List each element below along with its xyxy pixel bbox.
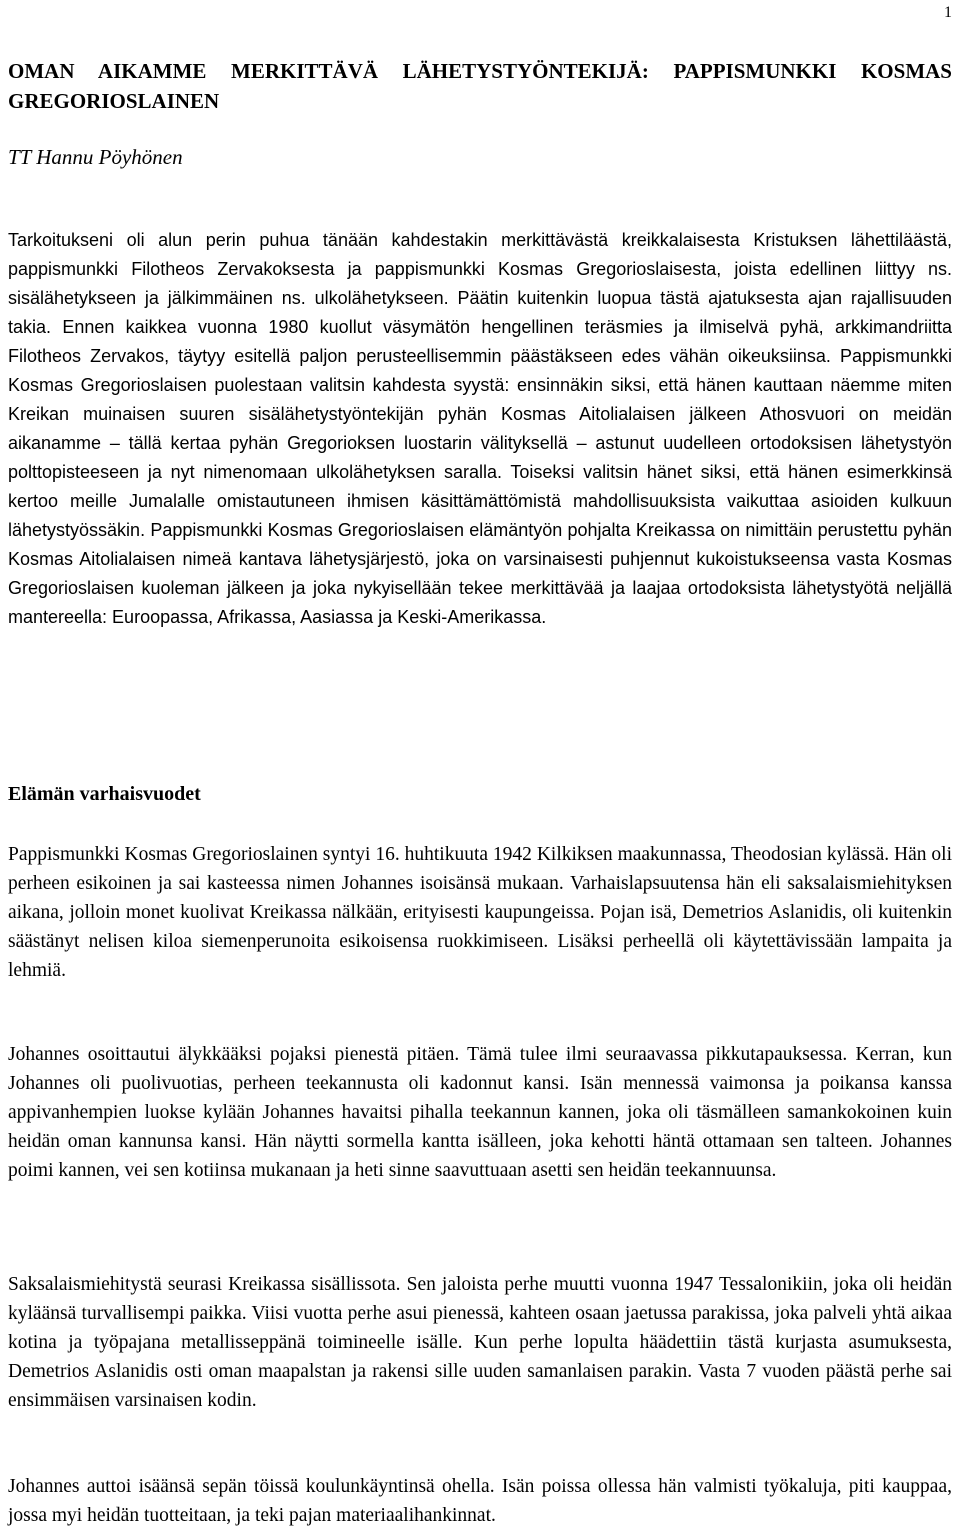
document-title: OMAN AIKAMME MERKITTÄVÄ LÄHETYSTYÖNTEKIJÄ: PAPPISMUNKKI KOSMAS GREGORIOSLAINEN: [8, 59, 952, 113]
body-paragraph: Johannes osoittautui älykkääksi pojaksi pienestä pitäen. Tämä tulee ilmi seuraavassa pikkutapauksessa. Kerran, kun Johannes oli puolivuotias, perheen teekannusta oli kadonnut kansi. Isän mennessä vaimonsa ja poikansa kanssa appivanhempien luokse kylään Johannes havaitsi pihalla teekannun kannen, joka oli täsmälleen samankokoinen kuin heidän oman kannunsa kansi. Hän näytti sormella kantta isälleen, joka kehotti häntä ottamaan sen talteen. Johannes poimi kannen, vei sen kotiinsa mukanaan ja heti sinne saavuttuaan asetti sen heidän teekannuunsa.: [8, 1044, 952, 1181]
body-paragraph: Pappismunkki Kosmas Gregorioslainen syntyi 16. huhtikuuta 1942 Kilkiksen maakunnassa, Theodosian kylässä. Hän oli perheen esikoinen ja sai kasteessa nimen Johannes isoisänsä mukaan. Varhaislapsuutensa hän eli saksalaismiehityksen aikana, jolloin monet kuolivat Kreikassa nälkään, erityisesti kaupungeissa. Pojan isä, Demetrios Aslanidis, oli kuitenkin säästänyt nelisen kiloa siemenperunoita esikoisensa ruokkimiseen. Lisäksi perheellä oli käytettävissään lampaita ja lehmiä.: [8, 844, 952, 981]
body-paragraph: Saksalaismiehitystä seurasi Kreikassa sisällissota. Sen jaloista perhe muutti vuonna 1947 Tessalonikiin, joka oli heidän kyläänsä turvallisempi paikka. Viisi vuotta perhe asui pienessä, kahteen osaan jaetussa parakissa, joka palveli yhtä aikaa kotina ja työpajana metallisseppänä toimineelle isälle. Kun perhe lopulta häädettiin tästä kurjasta asumuksesta, Demetrios Aslanidis osti oman maapalstan ja rakensi sille uuden samanlaisen parakin. Vasta 7 vuoden päästä perhe sai ensimmäisen varsinaisen kodin.: [8, 1274, 952, 1411]
author-name: TT Hannu Pöyhönen: [8, 145, 183, 169]
body-paragraph: Johannes auttoi isäänsä sepän töissä koulunkäyntinsä ohella. Isän poissa ollessa hän valmisti työkaluja, piti kauppaa, jossa myi heidän tuotteitaan, ja teki pajan materiaalihankinnat.: [8, 1476, 952, 1526]
intro-paragraph: Tarkoitukseni oli alun perin puhua tänään kahdestakin merkittävästä kreikkalaisesta Kristuksen lähettiläästä, pappismunkki Filotheos Zervakoksesta ja pappismunkki Kosmas Gregorioslaisesta, joista edellinen liittyy ns. sisälähetykseen ja jälkimmäinen ns. ulkolähetykseen. Päätin kuitenkin luopua tästä ajatuksesta ajan rajallisuuden takia. Ennen kaikkea vuonna 1980 kuollut väsymätön hengellinen teräsmies ja ilmiselvä pyhä, arkkimandriitta Filotheos Zervakos, täytyy esitellä paljon perusteellisemmin päästäkseen edes vähän oikeuksiinsa. Pappismunkki Kosmas Gregorioslaisen puolestaan valitsin kahdesta syystä: ensinnäkin siksi, että hänen kauttaan näemme miten Kreikan muinaisen suuren sisälähetystyöntekijän pyhän Kosmas Aitolialaisen jälkeen Athosvuori on meidän aikanamme – tällä kertaa pyhän Gregorioksen luostarin välityksellä – astunut uudelleen ortodoksisen lähetystyön polttopisteeseen ja nyt nimenomaan ulkolähetyksen saralla. Toiseksi valitsin hänet siksi, että hänen esimerkkinsä kertoo meille Jumalalle omistautuneen ihmisen käsittämättömistä mahdollisuuksista vaikuttaa asioiden kulkuun lähetystyössäkin. Pappismunkki Kosmas Gregorioslaisen elämäntyön pohjalta Kreikassa on nimittäin perustettu pyhän Kosmas Aitolialaisen nimeä kantava lähetysjärjestö, joka on varsinaisesti puhjennut kukoistukseensa vasta Kosmas Gregorioslaisen kuoleman jälkeen ja joka nykyisellään tekee merkittävää ja laajaa ortodoksista lähetystyötä neljällä mantereella: Euroopassa, Afrikassa, Aasiassa ja Keski-Amerikassa.: [8, 230, 952, 627]
page-number: 1: [944, 4, 952, 21]
section-heading: Elämän varhaisvuodet: [8, 783, 201, 805]
document-page: [8, 0, 952, 1533]
